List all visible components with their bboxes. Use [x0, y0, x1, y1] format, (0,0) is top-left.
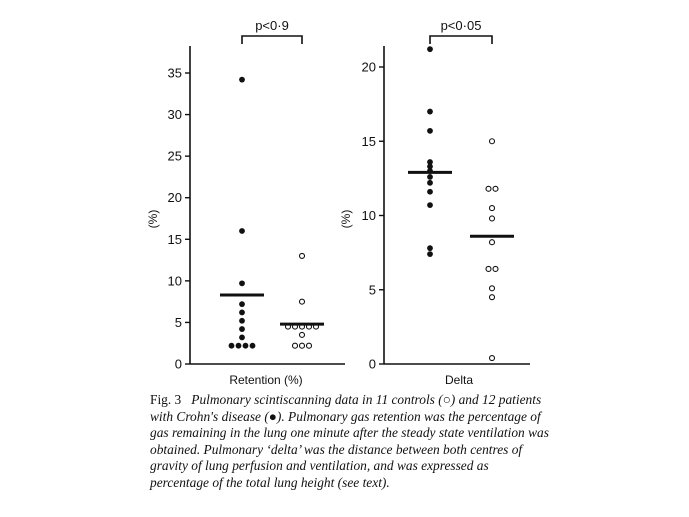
data-point-filled: [239, 301, 245, 307]
data-point-filled: [427, 189, 433, 195]
data-point-open: [490, 216, 495, 221]
data-point-open: [490, 295, 495, 300]
data-point-filled: [427, 174, 433, 180]
data-point-filled: [427, 251, 433, 257]
y-tick-label: 15: [361, 133, 376, 149]
chart-panel-2: [339, 18, 530, 387]
data-point-open: [300, 332, 305, 337]
data-point-filled: [239, 77, 245, 83]
y-tick-label: 20: [361, 59, 376, 75]
chart-panel-1: [146, 18, 345, 387]
data-point-open: [490, 356, 495, 361]
y-tick-label: 20: [167, 190, 182, 206]
data-point-open: [490, 206, 495, 211]
data-point-filled: [229, 343, 235, 349]
data-point-filled: [427, 180, 433, 186]
data-point-filled: [239, 228, 245, 234]
data-point-filled: [239, 280, 245, 286]
data-point-filled: [427, 109, 433, 115]
data-point-filled: [239, 310, 245, 316]
y-axis-title: (%): [146, 209, 160, 229]
y-tick-label: 5: [174, 314, 182, 330]
y-tick-label: 15: [167, 231, 182, 247]
data-point-open: [300, 253, 305, 258]
data-point-open: [486, 266, 491, 271]
data-point-filled: [239, 334, 245, 340]
data-point-filled: [239, 318, 245, 324]
data-point-open: [493, 266, 498, 271]
data-point-open: [300, 299, 305, 304]
data-point-filled: [236, 343, 242, 349]
data-point-open: [490, 139, 495, 144]
caption-text: Pulmonary scintiscanning data in 11 controls (○) and 12 patients with Crohn's disease (●). Pulmonary gas retention was the percentage of gas remaining in the lung one minute after the steady state ventilation was obtained. Pulmonary ‘delta’ was the distance between both centres of gravity of lung perfusion and ventilation, and was expressed as percentage of the total lung height (see text).: [150, 392, 549, 490]
data-point-filled: [239, 326, 245, 332]
y-tick-label: 35: [167, 65, 182, 81]
data-point-filled: [427, 128, 433, 134]
data-point-filled: [427, 46, 433, 52]
x-axis-label: Retention (%): [229, 373, 303, 387]
data-point-open: [307, 343, 312, 348]
figure-number: Fig. 3: [150, 392, 182, 407]
data-point-filled: [250, 343, 256, 349]
y-tick-label: 10: [361, 208, 376, 223]
y-tick-label: 10: [167, 273, 182, 289]
data-point-open: [293, 343, 298, 348]
data-point-filled: [427, 245, 433, 251]
significance-label: p<0·05: [440, 18, 482, 33]
data-point-open: [490, 240, 495, 245]
data-point-open: [300, 343, 305, 348]
y-tick-label: 30: [167, 107, 182, 123]
significance-bracket: [242, 36, 302, 44]
data-point-filled: [243, 343, 249, 349]
y-axis-title: (%): [339, 209, 353, 229]
data-point-open: [490, 286, 495, 291]
x-axis-label: Delta: [444, 373, 474, 387]
significance-bracket: [430, 36, 492, 44]
y-tick-label: 25: [167, 148, 182, 164]
figure-caption: [150, 392, 550, 492]
significance-label: p<0·9: [255, 18, 289, 33]
data-point-open: [486, 186, 491, 191]
y-tick-label: 5: [368, 282, 376, 298]
y-tick-label: 0: [174, 356, 182, 372]
data-point-open: [493, 186, 498, 191]
data-point-filled: [427, 202, 433, 208]
y-tick-label: 0: [368, 356, 376, 372]
